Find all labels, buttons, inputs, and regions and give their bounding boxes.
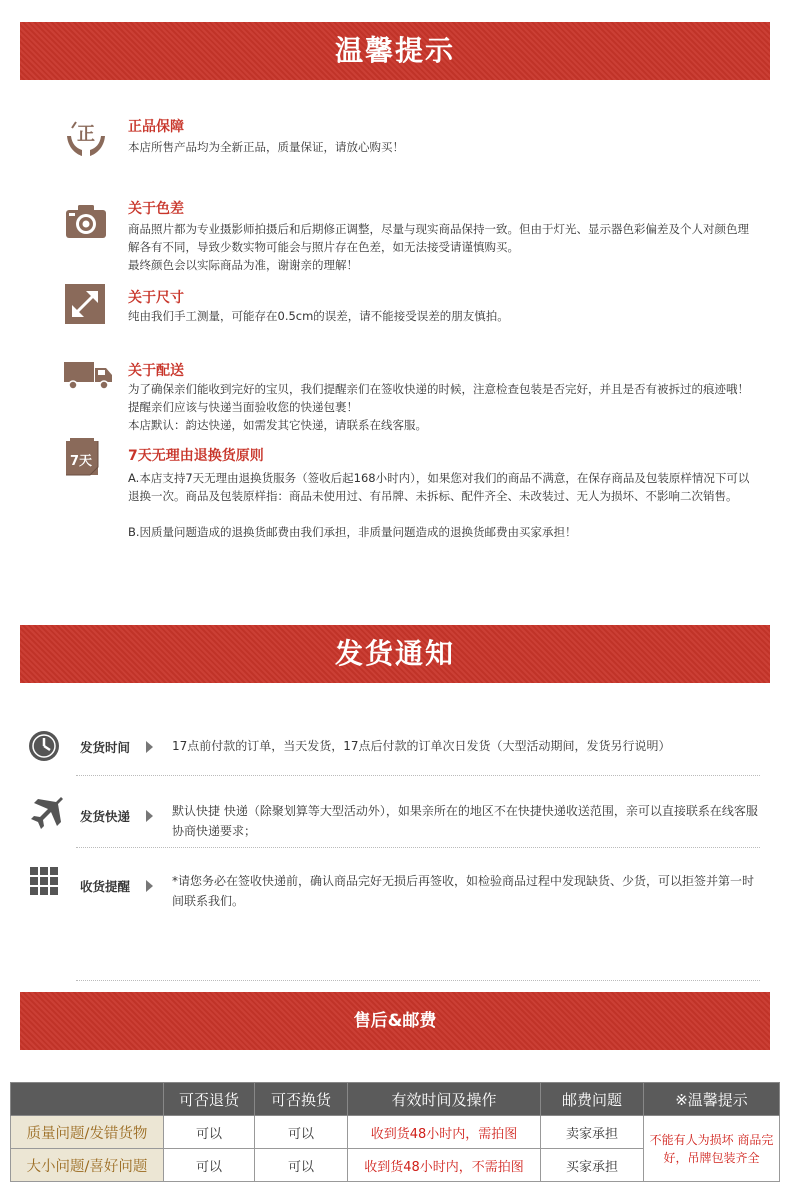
aftersale-fee-table (10, 1082, 780, 1182)
cell-note: 不能有人为损坏 商品完好，吊牌包装齐全 (644, 1116, 780, 1182)
tip-title: 关于色差 (128, 201, 184, 217)
tip-title: 关于配送 (128, 363, 184, 379)
tip-body: 本店所售产品均为全新正品，质量保证，请放心购买！ (128, 140, 404, 154)
tip-body: 商品照片都为专业摄影师拍摄后和后期修正调整，尽量与现实商品保持一致。但由于灯光、显示器色彩偏差及个人对颜色理解各有不同，导致少数实物可能会与照片存在色差，如无法接受请谨慎购买。 最终颜色会以实际商品为准，谢谢亲的理解！ (128, 222, 749, 272)
divider (76, 980, 760, 981)
shipping-label: 收货提醒 (80, 879, 131, 894)
shipping-label: 发货快递 (80, 809, 131, 824)
row-type: 大小问题/喜好问题 (11, 1149, 164, 1182)
cell-exchange: 可以 (255, 1149, 348, 1182)
cell-time: 收到货48小时内，不需拍图 (348, 1149, 541, 1182)
divider (76, 775, 760, 776)
airplane-icon (28, 795, 64, 831)
tips-title: 温馨提示 (334, 34, 455, 67)
aftersale-banner (20, 992, 770, 1050)
shipping-text: 17点前付款的订单，当天发货，17点后付款的订单次日发货（大型活动期间，发货另行说明） (172, 739, 671, 753)
arrow-right-icon (146, 741, 153, 753)
delivery-truck-icon (64, 360, 114, 404)
header-cell: 可否退货 (164, 1083, 255, 1116)
camera-icon (64, 202, 108, 246)
tip-body: 纯由我们手工测量，可能存在0.5cm的误差，请不能接受误差的朋友慎拍。 (128, 309, 509, 323)
header-cell: ※温馨提示 (644, 1083, 780, 1116)
tip-title: 正品保障 (128, 119, 184, 135)
header-cell: 可否换货 (255, 1083, 348, 1116)
shipping-text: 默认快捷 快递（除聚划算等大型活动外），如果亲所在的地区不在快捷快递收送范围，亲可以直接联系在线客服协商快递要求； (172, 804, 758, 838)
arrow-right-icon (146, 810, 153, 822)
clock-icon (28, 730, 64, 766)
cell-exchange: 可以 (255, 1116, 348, 1149)
seven-day-calendar-icon (64, 437, 108, 481)
calendar-label: 7天 (70, 454, 93, 469)
shipping-title: 发货通知 (334, 637, 455, 670)
tips-banner (20, 22, 770, 80)
divider (76, 847, 760, 848)
table-row (11, 1116, 780, 1149)
shipping-banner (20, 625, 770, 683)
cell-postage: 卖家承担 (541, 1116, 644, 1149)
tip-title: 关于尺寸 (128, 290, 184, 306)
grid-icon (28, 865, 64, 901)
aftersale-title: 售后&邮费 (353, 1011, 437, 1031)
table-header-row (11, 1083, 780, 1116)
genuine-hands-icon (64, 116, 108, 160)
shipping-label: 发货时间 (80, 740, 131, 755)
svg-text:正: 正 (77, 124, 95, 145)
tip-body: 为了确保亲们能收到完好的宝贝，我们提醒亲们在签收快递的时候，注意检查包装是否完好，并且是否有被拆过的痕迹哦！提醒亲们应该与快递当面验收您的快递包裹！ 本店默认：韵达快递，如需发其它快递，请联系在线客服。 (128, 382, 749, 432)
cell-time: 收到货48小时内，需拍图 (348, 1116, 541, 1149)
arrow-right-icon (146, 880, 153, 892)
cell-postage: 买家承担 (541, 1149, 644, 1182)
shipping-text: *请您务必在签收快递前，确认商品完好无损后再签收，如检验商品过程中发现缺货、少货，可以拒签并第一时间联系我们。 (172, 874, 755, 908)
header-cell: 邮费问题 (541, 1083, 644, 1116)
tip-body: A.本店支持7天无理由退换货服务（签收后起168小时内），如果您对我们的商品不满意，在保存商品及包装原样情况下可以退换一次。商品及包装原样指：商品未使用过、有吊牌、未拆标、配件齐全、未改装过、无人为损坏、不影响二次销售。 B.因质量问题造成的退换货邮费由我们承担，非质量问题造成的退换货邮费由买家承担！ (128, 471, 750, 539)
header-cell (11, 1083, 164, 1116)
measure-arrow-icon (64, 283, 108, 327)
header-cell: 有效时间及操作 (348, 1083, 541, 1116)
cell-return: 可以 (164, 1116, 255, 1149)
row-type: 质量问题/发错货物 (11, 1116, 164, 1149)
cell-return: 可以 (164, 1149, 255, 1182)
tip-title: 7天无理由退换货原则 (128, 448, 264, 464)
